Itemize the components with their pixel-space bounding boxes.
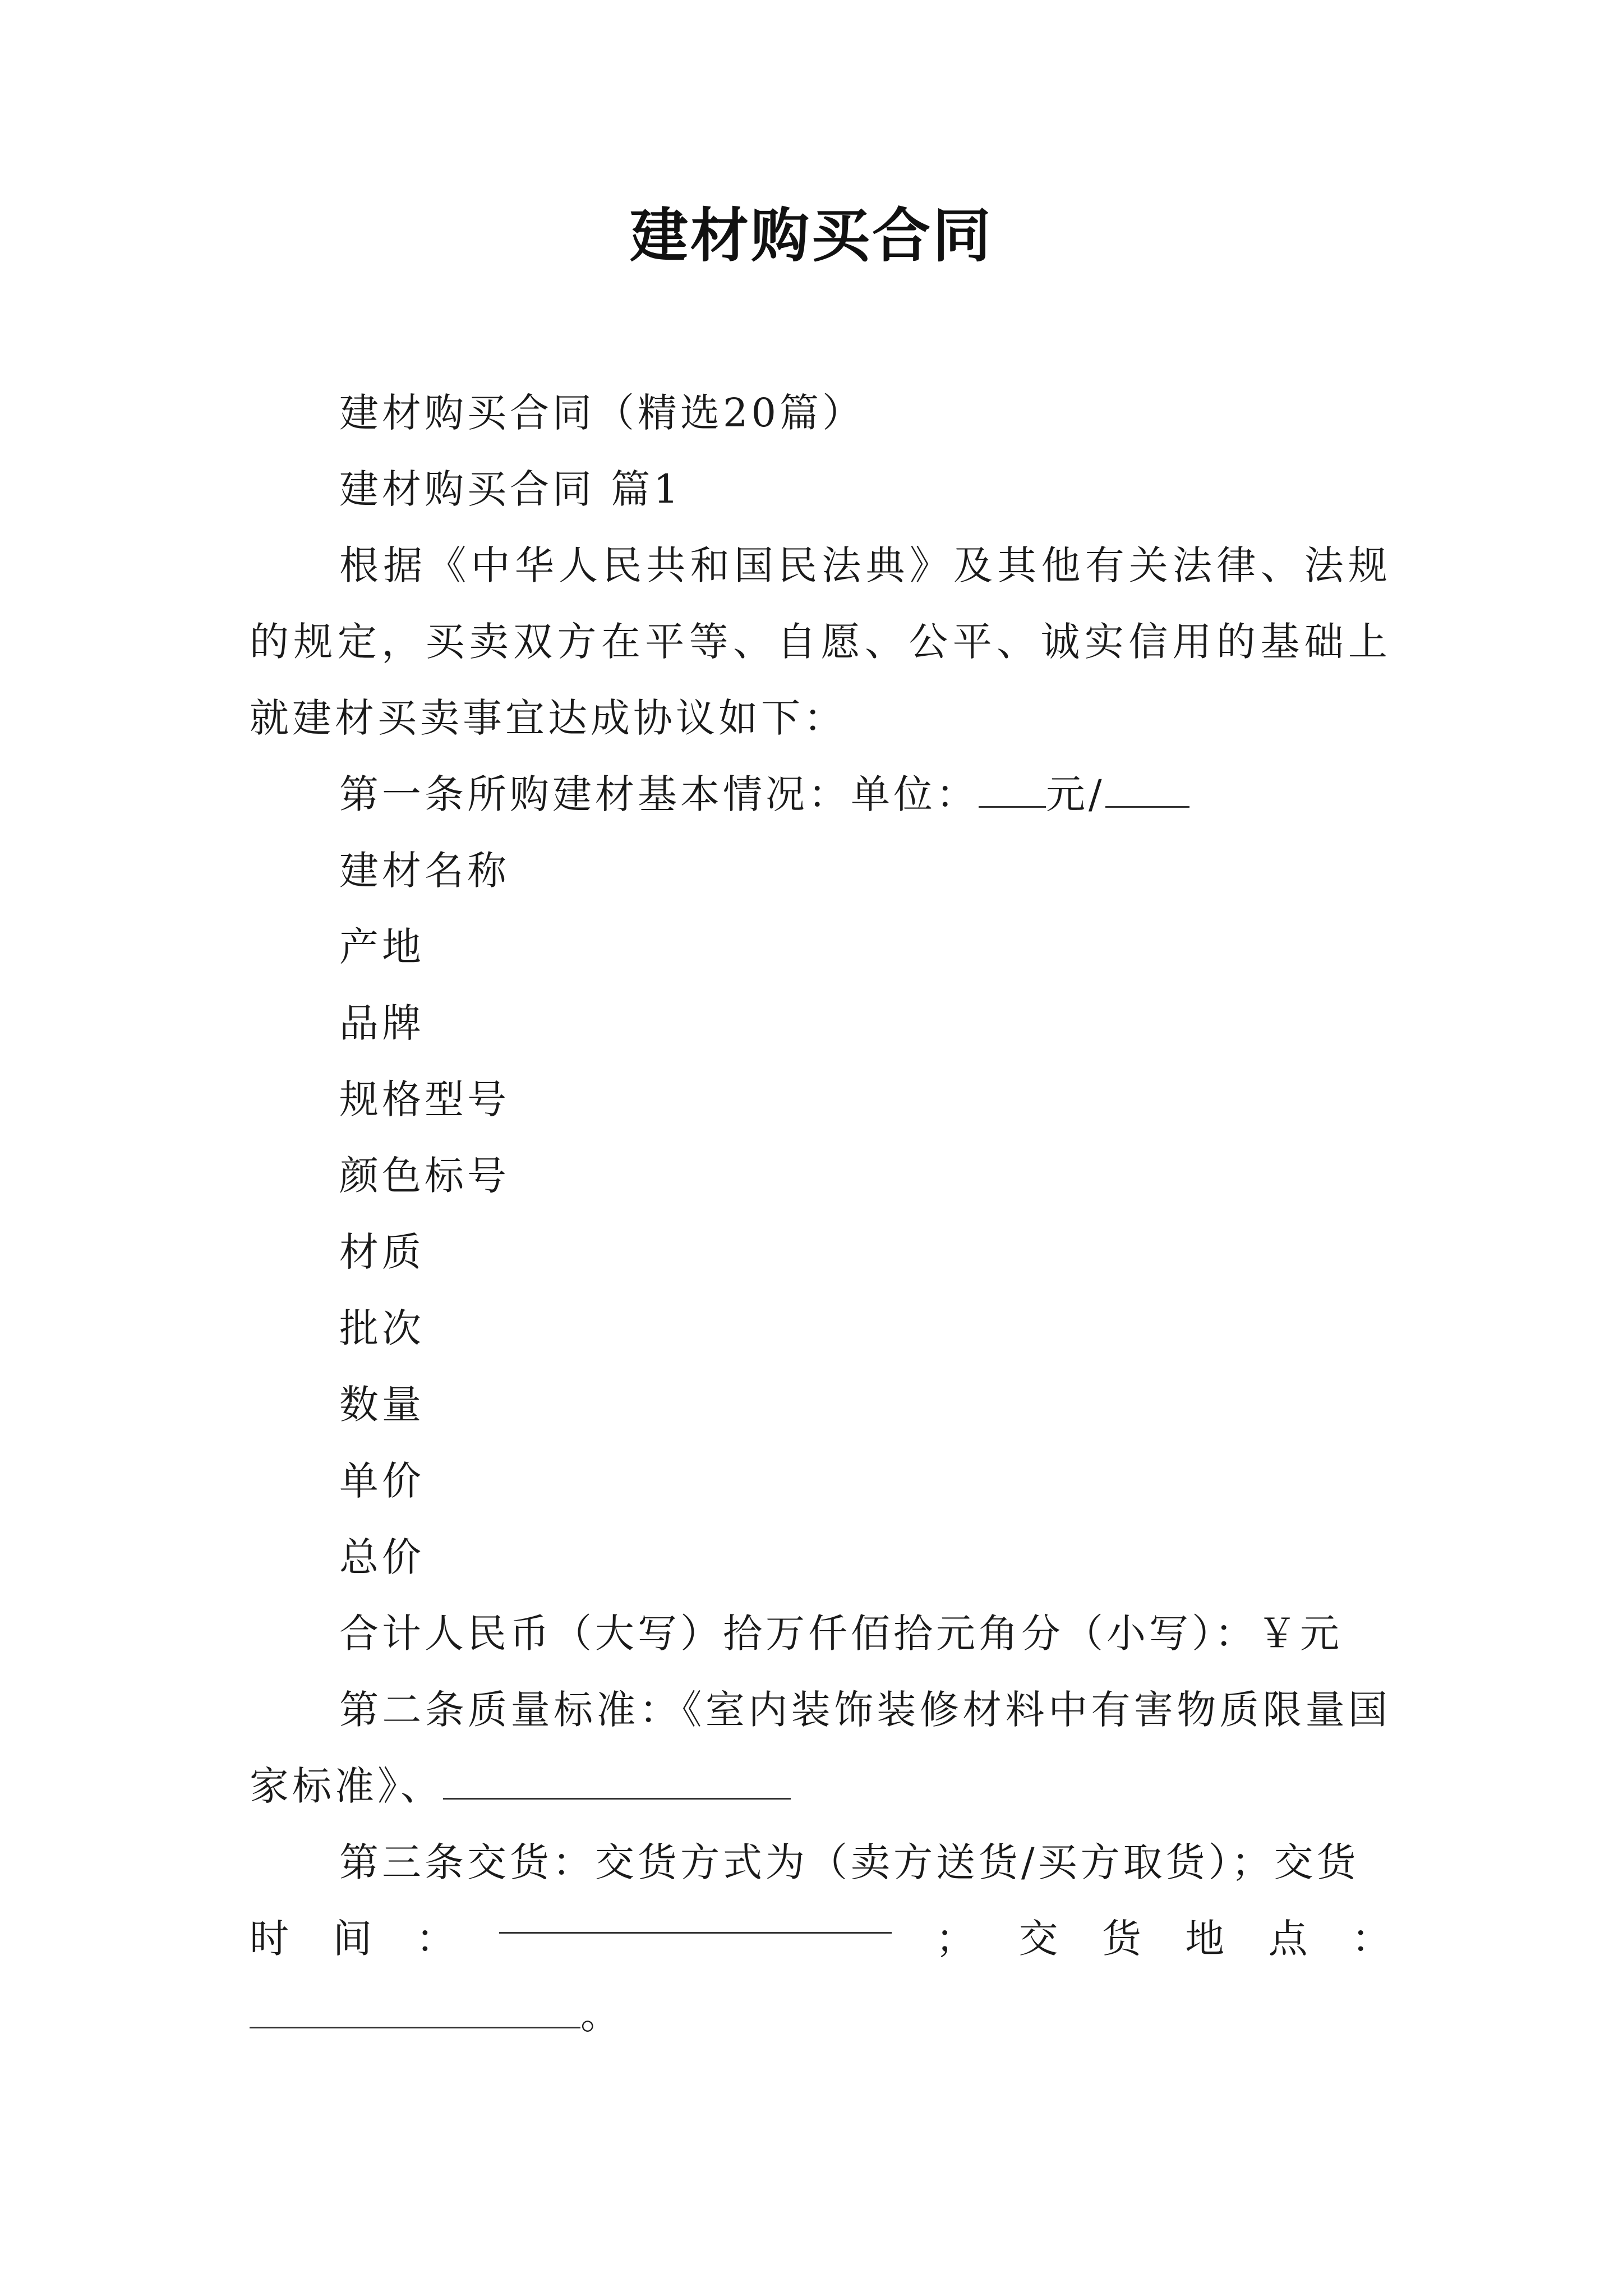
document-title: 建材购买合同 bbox=[629, 201, 993, 270]
article-3-place-line bbox=[250, 1977, 1391, 2053]
time-char: 时 bbox=[250, 1916, 289, 1962]
time-char: ： bbox=[416, 1916, 455, 1962]
total-line: 合计人民币（大写）拾万仟佰拾元角分（小写）：￥元 bbox=[339, 1611, 1343, 1657]
field-item: 批次 bbox=[339, 1305, 425, 1351]
field-item: 总价 bbox=[339, 1534, 425, 1580]
article-2 bbox=[250, 1672, 1391, 1824]
period: 。 bbox=[580, 1992, 623, 2038]
intro-paragraph: 根据《中华人民共和国民法典》及其他有关法律、法规的规定，买卖双方在平等、自愿、公平、诚实信用的基础上就建材买卖事宜达成协议如下： bbox=[250, 542, 1391, 741]
document-body bbox=[250, 375, 1391, 2053]
place-char: 货 bbox=[1101, 1916, 1141, 1962]
article-2-text: 第二条质量标准：《室内装饰装修材料中有害物质限量国家标准》、 bbox=[250, 1687, 1391, 1809]
time-char: 间 bbox=[333, 1916, 372, 1962]
place-blank bbox=[250, 1995, 580, 2028]
article-3-time-place bbox=[250, 1901, 1391, 1977]
article-1-unit: 元/ bbox=[1046, 771, 1105, 817]
field-item: 单价 bbox=[339, 1458, 425, 1504]
place-char: 地 bbox=[1185, 1916, 1225, 1962]
place-char: ： bbox=[1351, 1916, 1391, 1962]
separator: ； bbox=[935, 1916, 975, 1962]
price-blank bbox=[979, 775, 1046, 808]
field-item: 颜色标号 bbox=[339, 1153, 510, 1199]
unit-blank bbox=[1105, 775, 1189, 808]
field-item: 品牌 bbox=[339, 1000, 425, 1046]
time-blank bbox=[499, 1901, 892, 1934]
article-1 bbox=[250, 756, 1391, 832]
place-char: 交 bbox=[1018, 1916, 1058, 1962]
standard-blank bbox=[443, 1766, 791, 1800]
field-item: 产地 bbox=[339, 924, 425, 970]
field-item: 建材名称 bbox=[339, 848, 510, 894]
field-item: 规格型号 bbox=[339, 1076, 510, 1122]
section-heading: 建材购买合同 篇1 bbox=[339, 466, 682, 512]
field-item: 材质 bbox=[339, 1229, 425, 1275]
field-item: 数量 bbox=[339, 1382, 425, 1428]
article-3: 第三条交货：交货方式为（卖方送货/买方取货）；交货 bbox=[339, 1839, 1359, 1885]
place-char: 点 bbox=[1268, 1916, 1308, 1962]
document-subtitle: 建材购买合同（精选20篇） bbox=[339, 390, 865, 436]
article-1-label: 第一条所购建材基本情况：单位： bbox=[339, 771, 979, 817]
